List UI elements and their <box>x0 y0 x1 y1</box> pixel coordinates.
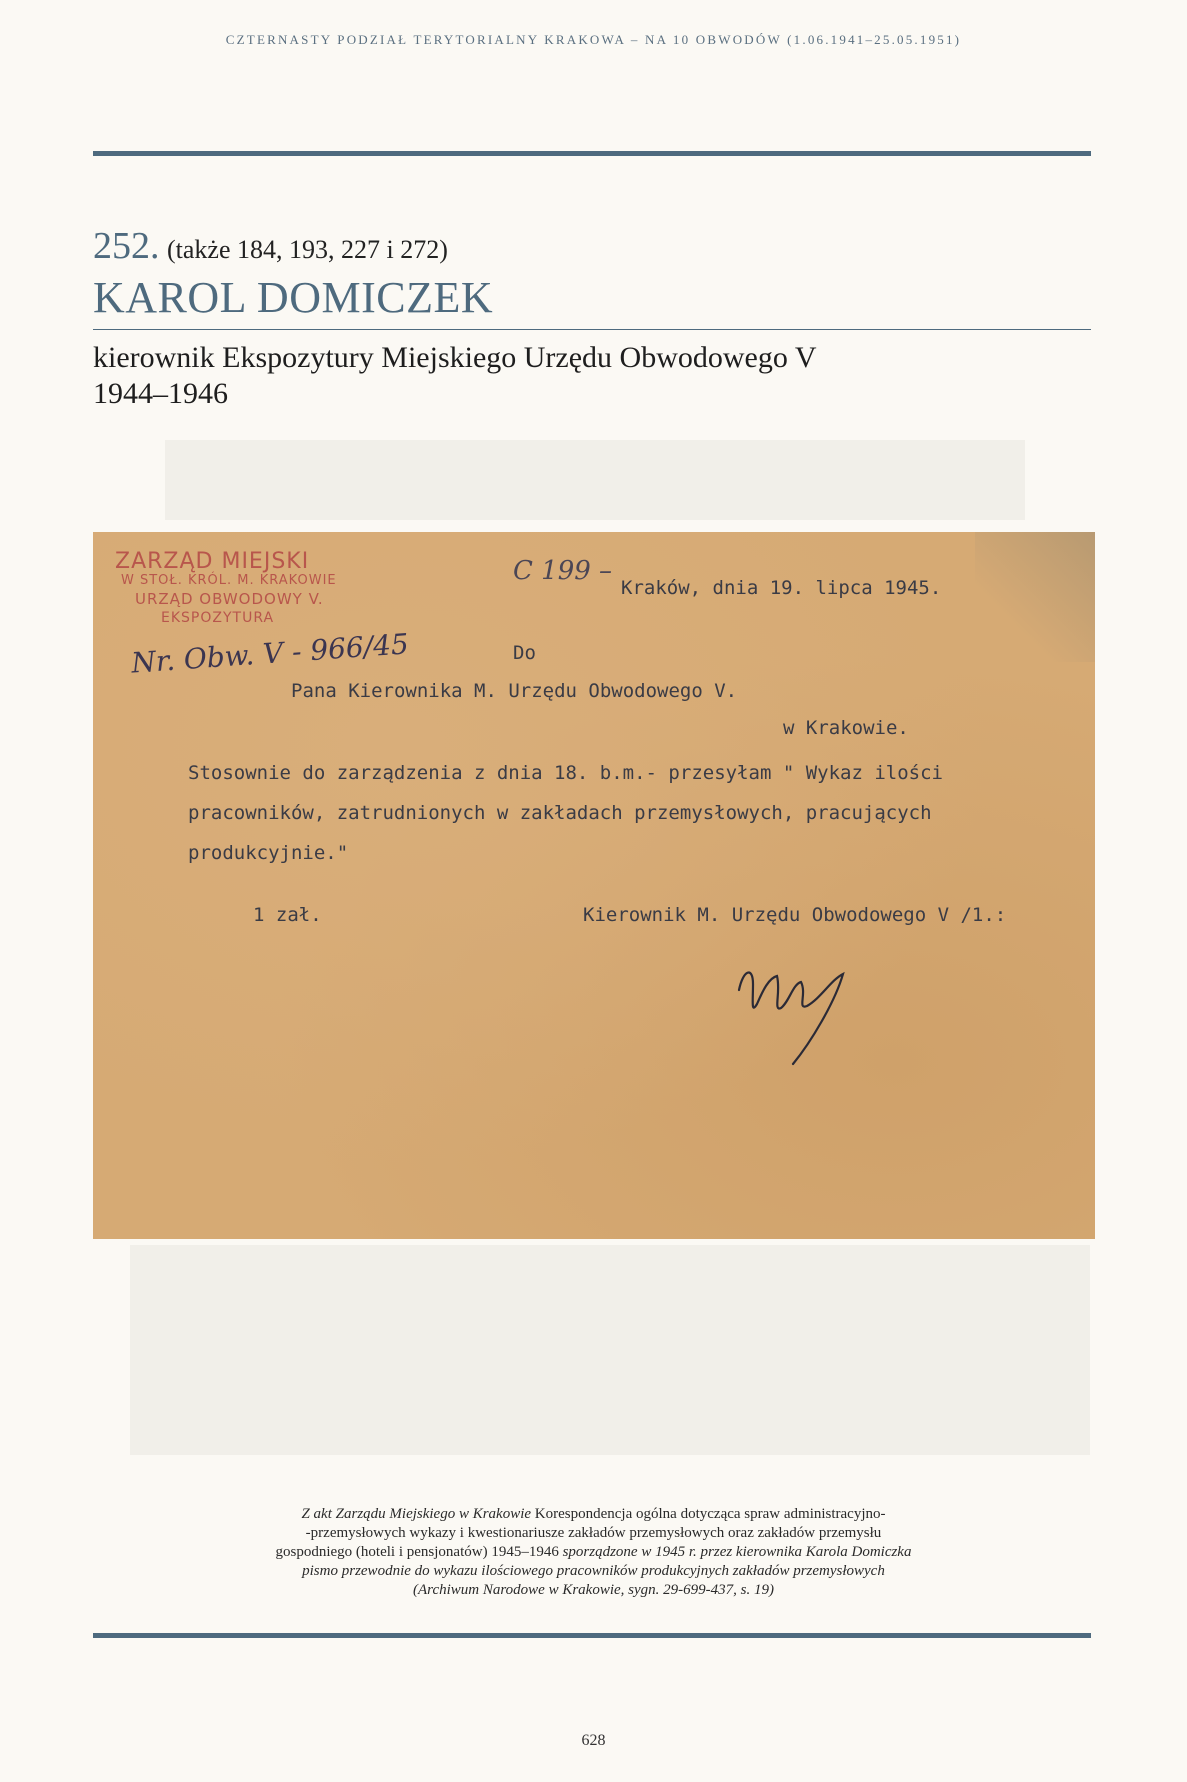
page-number: 628 <box>581 1732 606 1749</box>
stamp-line-3: URZĄD OBWODOWY V. <box>135 590 324 608</box>
to-label: Do <box>513 642 536 664</box>
stamp-line-4: EKSPOZYTURA <box>161 610 275 626</box>
figure-caption <box>130 1505 1057 1600</box>
caption-source: Z akt Zarządu Miejskiego w Krakowie <box>301 1506 532 1522</box>
body-line-3: produkcyjnie." <box>188 842 349 864</box>
attachment-note: 1 zał. <box>253 904 322 926</box>
office-stamp <box>115 549 337 628</box>
show-through-box-lower <box>130 1245 1090 1455</box>
entry-references: (także 184, 193, 227 i 272) <box>167 235 448 264</box>
role-years: 1944–1946 <box>93 377 228 410</box>
stamp-line-2: W STOŁ. KRÓL. M. KRAKOWIE <box>121 573 337 588</box>
body-line-2: pracowników, zatrudnionych w zakładach przemysłowych, pracujących <box>188 802 932 824</box>
running-head: CZTERNASTY PODZIAŁ TERYTORIALNY KRAKOWA – NA 10 OBWODÓW (1.06.1941–25.05.1951) <box>225 32 962 47</box>
show-through-box <box>165 440 1025 520</box>
date-line: Kraków, dnia 19. lipca 1945. <box>621 577 942 599</box>
handwritten-reference: Nr. Obw. V - 966/45 <box>130 627 410 680</box>
addressee-city: w Krakowie. <box>783 717 909 739</box>
name-rule <box>93 329 1091 330</box>
pencil-note: C 199 – <box>513 556 613 586</box>
caption-italic-4: pismo przewodnie do wykazu ilościowego pracowników produkcyjnych zakładów przemysłowych <box>302 1563 885 1579</box>
caption-text-1: Korespondencja ogólna dotycząca spraw administracyjno- <box>531 1506 886 1522</box>
body-line-1: Stosownie do zarządzenia z dnia 18. b.m.- przesyłam " Wykaz ilości <box>188 762 943 784</box>
role-title: kierownik Ekspozytury Miejskiego Urzędu Obwodowego V <box>93 341 817 374</box>
caption-archive: (Archiwum Narodowe w Krakowie, sygn. 29-699-437, s. 19) <box>413 1582 774 1598</box>
top-rule <box>93 151 1091 156</box>
signatory-line: Kierownik M. Urzędu Obwodowego V /1.: <box>583 904 1007 926</box>
document-photo <box>93 532 1095 1239</box>
caption-text-2: -przemysłowych wykazy i kwestionariusze zakładów przemysłowych oraz zakładów przemysłu <box>305 1525 882 1541</box>
person-name: KAROL DOMICZEK <box>93 273 494 322</box>
addressee: Pana Kierownika M. Urzędu Obwodowego V. <box>291 680 738 702</box>
bottom-rule <box>93 1633 1091 1638</box>
entry-heading <box>93 224 448 268</box>
entry-number: 252. <box>93 225 160 267</box>
stamp-line-1: ZARZĄD MIEJSKI <box>115 549 310 574</box>
person-role <box>93 340 817 412</box>
caption-italic-3: sporządzone w 1945 r. przez kierownika Karola Domiczka <box>562 1544 912 1560</box>
signature <box>731 932 871 1072</box>
caption-text-3: gospodniego (hoteli i pensjonatów) 1945–1946 <box>275 1544 563 1560</box>
